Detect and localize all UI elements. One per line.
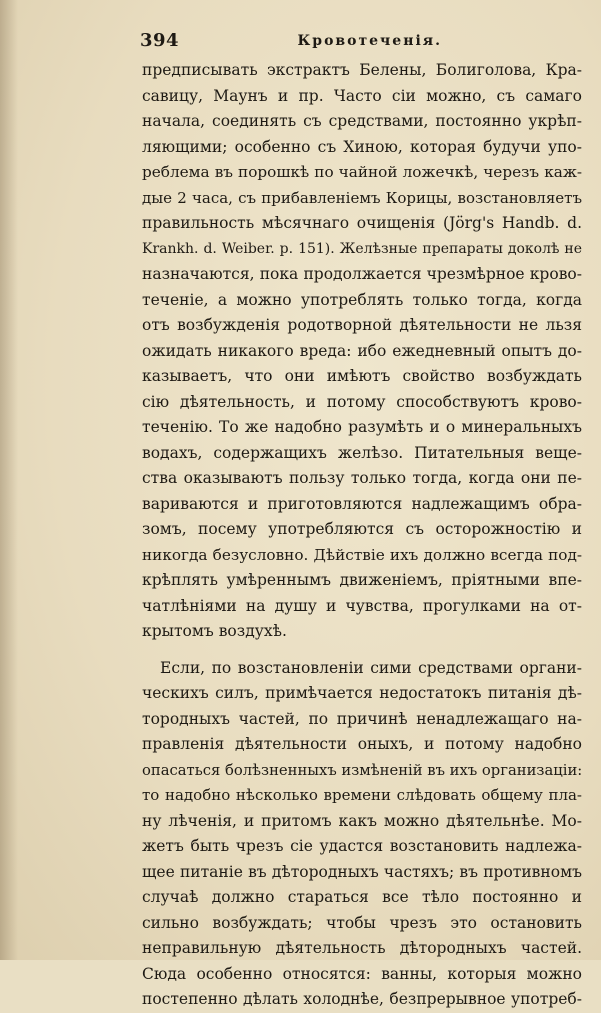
text-line: ну лѣченія, и притомъ какъ можно дѣятельнѣе. Мо- bbox=[142, 811, 582, 830]
text-line: сильно возбуждать; чтобы чрезъ это остановить bbox=[142, 913, 582, 932]
paragraph bbox=[142, 656, 582, 1013]
text-line: правленія дѣятельности оныхъ, и потому надобно bbox=[142, 735, 582, 753]
text-line: крѣплять умѣреннымъ движеніемъ, пріятными впе- bbox=[142, 571, 582, 589]
text-line: ожидать никакого вреда: ибо ежедневный опытъ до- bbox=[142, 341, 582, 360]
text-line: Если, по возстановленіи сими средствами органи- bbox=[160, 658, 582, 677]
text-line: никогда безусловно. Дѣйствіе ихъ должно всегда под- bbox=[142, 545, 582, 564]
text-line: постепенно дѣлать холоднѣе, безпрерывное употреб- bbox=[142, 990, 582, 1008]
text-line: ства оказываютъ пользу только тогда, когда они пе- bbox=[142, 469, 582, 487]
body-text bbox=[142, 58, 582, 1013]
text-line: сію дѣятельность, и потому способствуютъ крово- bbox=[142, 392, 582, 411]
text-line: водахъ, содержащихъ желѣзо. Питательныя веще- bbox=[142, 443, 582, 462]
text-line: ляющими; особенно съ Хиною, которая будучи упо- bbox=[142, 137, 582, 156]
running-title: Кровотеченія. bbox=[297, 33, 442, 49]
text-line: жетъ быть чрезъ сіе удастся возстановить надлежа- bbox=[142, 837, 582, 855]
text-line: казываетъ, что они имѣютъ свойство возбуждать bbox=[142, 367, 582, 385]
text-line: реблема въ порошкѣ по чайной ложечкѣ, черезъ каж- bbox=[142, 163, 582, 181]
paragraph bbox=[142, 58, 582, 645]
text-line: случаѣ должно стараться все тѣло постоянно и bbox=[142, 888, 582, 906]
text-line: крытомъ воздухѣ. bbox=[142, 622, 287, 640]
text-line: отъ возбужденія родотворной дѣятельности не льзя bbox=[142, 316, 582, 334]
text-line: тородныхъ частей, по причинѣ ненадлежащаго на- bbox=[142, 709, 582, 728]
text-line: то надобно нѣсколько времени слѣдовать общему пла- bbox=[142, 786, 582, 804]
page-header bbox=[140, 30, 442, 54]
text-line: опасаться болѣзненныхъ измѣненій въ ихъ организаціи: bbox=[142, 761, 582, 779]
text-line: теченію. То же надобно разумѣть и о минеральныхъ bbox=[142, 418, 582, 436]
text-line: чатлѣніями на душу и чувства, прогулками на от- bbox=[142, 596, 582, 615]
page-gutter-shadow bbox=[0, 0, 18, 960]
text-line: савицу, Маунъ и пр. Часто сіи можно, съ самаго bbox=[142, 86, 582, 105]
text-line: Сюда особенно относятся: ванны, которыя можно bbox=[142, 964, 582, 983]
text-line: Krankh. d. Weiber. p. 151). Желѣзные препараты доколѣ не bbox=[142, 240, 582, 257]
text-line: назначаются, пока продолжается чрезмѣрное крово- bbox=[142, 265, 582, 283]
text-line: дые 2 часа, съ прибавленіемъ Корицы, возстановляетъ bbox=[142, 188, 582, 207]
text-line: неправильную дѣятельность дѣтородныхъ частей. bbox=[142, 939, 582, 957]
text-line: начала, соединять съ средствами, постоянно укрѣп- bbox=[142, 112, 582, 130]
text-line: ческихъ силъ, примѣчается недостатокъ питанія дѣ- bbox=[142, 684, 582, 702]
paragraph-gap bbox=[142, 645, 582, 656]
text-line: зомъ, посему употребляются съ осторожностію и bbox=[142, 520, 582, 538]
text-line: предписывать экстрактъ Белены, Болиголова, Кра- bbox=[142, 61, 582, 79]
page-number: 394 bbox=[140, 30, 180, 51]
text-line: правильность мѣсячнаго очищенія (Jörg's Handb. d. bbox=[142, 214, 582, 232]
text-line: теченіе, а можно употреблять только тогда, когда bbox=[142, 290, 582, 309]
text-line: щее питаніе въ дѣтородныхъ частяхъ; въ противномъ bbox=[142, 862, 582, 881]
text-line: вариваются и приготовляются надлежащимъ обра- bbox=[142, 494, 582, 513]
